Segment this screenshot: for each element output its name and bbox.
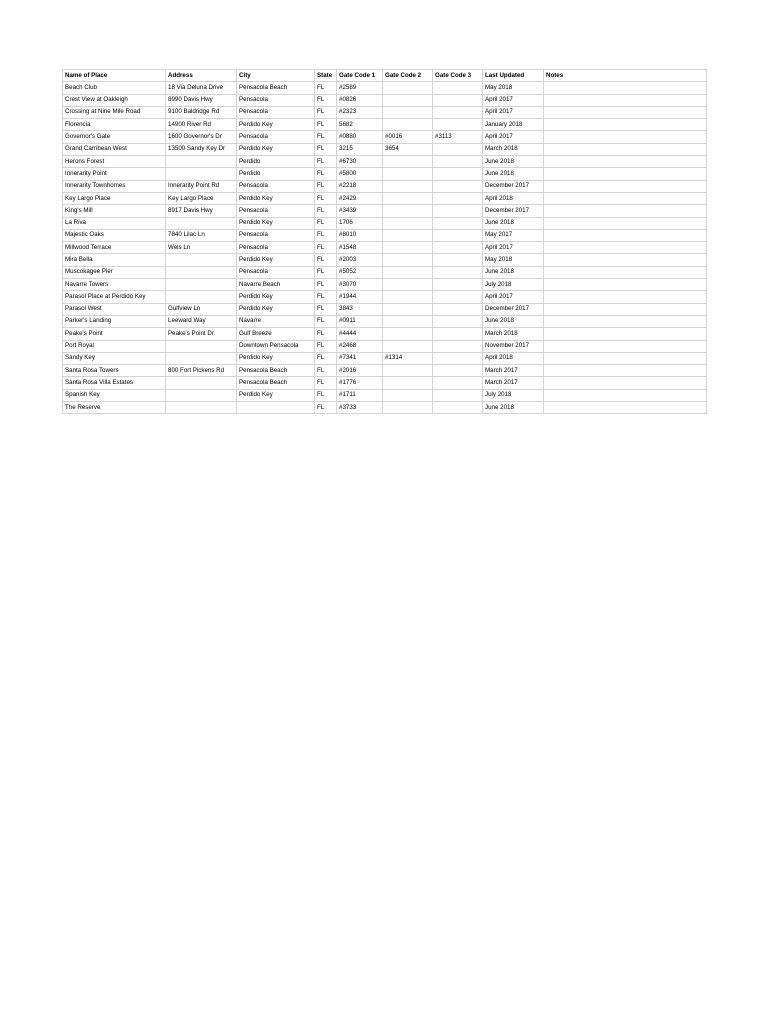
name-cell: Florencia <box>63 119 166 131</box>
gate-code-3-cell <box>433 192 483 204</box>
state-cell: FL <box>315 192 337 204</box>
gate-code-3-cell <box>433 328 483 340</box>
table-row <box>63 119 707 131</box>
gate-code-1-cell: #4444 <box>337 328 383 340</box>
notes-cell <box>544 254 707 266</box>
gate-code-3-cell <box>433 82 483 94</box>
city-cell: Pensacola <box>237 229 315 241</box>
header-name-of-place: Name of Place <box>63 70 166 82</box>
address-cell <box>166 217 237 229</box>
notes-cell <box>544 340 707 352</box>
city-cell: Perdido Key <box>237 303 315 315</box>
table-row <box>63 402 707 414</box>
city-cell: Perdido Key <box>237 192 315 204</box>
last-updated-cell: June 2018 <box>483 402 544 414</box>
last-updated-cell: March 2018 <box>483 143 544 155</box>
state-cell: FL <box>315 242 337 254</box>
table-row <box>63 365 707 377</box>
name-cell: Grand Carribean West <box>63 143 166 155</box>
state-cell: FL <box>315 328 337 340</box>
gate-code-1-cell: #8010 <box>337 229 383 241</box>
gate-code-1-cell: 3843 <box>337 303 383 315</box>
name-cell: Parasol West <box>63 303 166 315</box>
gate-code-1-cell: #6730 <box>337 156 383 168</box>
name-cell: Spanish Key <box>63 389 166 401</box>
city-cell: Pensacola <box>237 106 315 118</box>
notes-cell <box>544 82 707 94</box>
city-cell: Perdido <box>237 156 315 168</box>
last-updated-cell: May 2018 <box>483 82 544 94</box>
last-updated-cell: June 2018 <box>483 266 544 278</box>
state-cell: FL <box>315 217 337 229</box>
table-row <box>63 106 707 118</box>
address-cell: Leeward Way <box>166 315 237 327</box>
state-cell: FL <box>315 389 337 401</box>
notes-cell <box>544 180 707 192</box>
table-row <box>63 279 707 291</box>
name-cell: Parasol Place at Perdido Key <box>63 291 166 303</box>
last-updated-cell: April 2018 <box>483 352 544 364</box>
gate-code-3-cell <box>433 156 483 168</box>
state-cell: FL <box>315 229 337 241</box>
notes-cell <box>544 291 707 303</box>
notes-cell <box>544 402 707 414</box>
gate-code-1-cell: #5800 <box>337 168 383 180</box>
gate-code-3-cell <box>433 217 483 229</box>
last-updated-cell: April 2017 <box>483 94 544 106</box>
last-updated-cell: March 2017 <box>483 377 544 389</box>
state-cell: FL <box>315 168 337 180</box>
last-updated-cell: January 2018 <box>483 119 544 131</box>
city-cell: Pensacola Beach <box>237 365 315 377</box>
gate-code-2-cell <box>383 266 433 278</box>
notes-cell <box>544 217 707 229</box>
table-row <box>63 291 707 303</box>
last-updated-cell: July 2018 <box>483 279 544 291</box>
gate-code-2-cell <box>383 205 433 217</box>
notes-cell <box>544 279 707 291</box>
gate-code-2-cell <box>383 106 433 118</box>
gate-codes-table <box>62 69 707 414</box>
header-gate-code-3: Gate Code 3 <box>433 70 483 82</box>
name-cell: Crest View at Oakleigh <box>63 94 166 106</box>
state-cell: FL <box>315 303 337 315</box>
gate-code-3-cell <box>433 242 483 254</box>
last-updated-cell: March 2018 <box>483 328 544 340</box>
city-cell: Perdido Key <box>237 254 315 266</box>
gate-code-3-cell <box>433 279 483 291</box>
last-updated-cell: June 2018 <box>483 217 544 229</box>
gate-code-3-cell <box>433 254 483 266</box>
last-updated-cell: April 2017 <box>483 291 544 303</box>
gate-code-3-cell <box>433 143 483 155</box>
address-cell: Wels Ln <box>166 242 237 254</box>
table-row <box>63 143 707 155</box>
gate-code-2-cell <box>383 242 433 254</box>
gate-code-1-cell: #3070 <box>337 279 383 291</box>
gate-code-1-cell: #7341 <box>337 352 383 364</box>
notes-cell <box>544 192 707 204</box>
gate-code-3-cell <box>433 377 483 389</box>
table-row <box>63 168 707 180</box>
header-address: Address <box>166 70 237 82</box>
name-cell: The Reserve <box>63 402 166 414</box>
gate-code-2-cell: #0016 <box>383 131 433 143</box>
address-cell: 14900 River Rd <box>166 119 237 131</box>
gate-code-2-cell: 3654 <box>383 143 433 155</box>
gate-code-3-cell <box>433 365 483 377</box>
last-updated-cell: June 2018 <box>483 168 544 180</box>
name-cell: La Riva <box>63 217 166 229</box>
table-row <box>63 82 707 94</box>
notes-cell <box>544 365 707 377</box>
last-updated-cell: December 2017 <box>483 205 544 217</box>
table-row <box>63 328 707 340</box>
gate-code-1-cell: #1711 <box>337 389 383 401</box>
address-cell: Peake's Point Dr <box>166 328 237 340</box>
last-updated-cell: April 2017 <box>483 106 544 118</box>
city-cell: Pensacola <box>237 205 315 217</box>
address-cell: 1600 Governor's Dr <box>166 131 237 143</box>
notes-cell <box>544 315 707 327</box>
state-cell: FL <box>315 352 337 364</box>
name-cell: Muscokagee Pier <box>63 266 166 278</box>
table-row <box>63 352 707 364</box>
gate-code-1-cell: #1944 <box>337 291 383 303</box>
name-cell: Millwood Terrace <box>63 242 166 254</box>
name-cell: Mira Bella <box>63 254 166 266</box>
gate-code-2-cell <box>383 94 433 106</box>
gate-code-3-cell <box>433 229 483 241</box>
gate-code-3-cell <box>433 315 483 327</box>
name-cell: Santa Rosa Villa Estates <box>63 377 166 389</box>
table-row <box>63 377 707 389</box>
table-row <box>63 340 707 352</box>
gate-code-3-cell <box>433 291 483 303</box>
last-updated-cell: May 2017 <box>483 229 544 241</box>
state-cell: FL <box>315 279 337 291</box>
name-cell: King's Mill <box>63 205 166 217</box>
city-cell: Gulf Breeze <box>237 328 315 340</box>
name-cell: Santa Rosa Towers <box>63 365 166 377</box>
city-cell: Perdido Key <box>237 352 315 364</box>
city-cell: Pensacola <box>237 131 315 143</box>
gate-code-2-cell <box>383 315 433 327</box>
name-cell: Key Largo Place <box>63 192 166 204</box>
gate-code-2-cell <box>383 229 433 241</box>
table-row <box>63 303 707 315</box>
notes-cell <box>544 94 707 106</box>
gate-code-3-cell <box>433 205 483 217</box>
name-cell: Port Royal <box>63 340 166 352</box>
table-row <box>63 94 707 106</box>
gate-code-3-cell <box>433 180 483 192</box>
gate-code-2-cell <box>383 192 433 204</box>
header-city: City <box>237 70 315 82</box>
city-cell: Perdido Key <box>237 217 315 229</box>
last-updated-cell: June 2018 <box>483 156 544 168</box>
city-cell: Pensacola <box>237 242 315 254</box>
city-cell: Pensacola <box>237 180 315 192</box>
gate-code-1-cell: #2003 <box>337 254 383 266</box>
address-cell <box>166 340 237 352</box>
state-cell: FL <box>315 254 337 266</box>
state-cell: FL <box>315 131 337 143</box>
notes-cell <box>544 143 707 155</box>
gate-code-1-cell: 3215 <box>337 143 383 155</box>
address-cell <box>166 291 237 303</box>
gate-code-1-cell: #0880 <box>337 131 383 143</box>
state-cell: FL <box>315 402 337 414</box>
header-state: State <box>315 70 337 82</box>
last-updated-cell: July 2018 <box>483 389 544 401</box>
city-cell: Navarre Beach <box>237 279 315 291</box>
header-notes: Notes <box>544 70 707 82</box>
state-cell: FL <box>315 94 337 106</box>
notes-cell <box>544 266 707 278</box>
address-cell: 18 Via Deluna Drive <box>166 82 237 94</box>
state-cell: FL <box>315 315 337 327</box>
gate-code-2-cell <box>383 156 433 168</box>
gate-code-3-cell <box>433 303 483 315</box>
notes-cell <box>544 229 707 241</box>
city-cell: Pensacola Beach <box>237 377 315 389</box>
name-cell: Sandy Key <box>63 352 166 364</box>
gate-code-2-cell <box>383 328 433 340</box>
city-cell <box>237 402 315 414</box>
gate-code-1-cell: #2429 <box>337 192 383 204</box>
notes-cell <box>544 205 707 217</box>
name-cell: Innerarity Townhomes <box>63 180 166 192</box>
name-cell: Herons Forest <box>63 156 166 168</box>
gate-code-1-cell: #0911 <box>337 315 383 327</box>
state-cell: FL <box>315 106 337 118</box>
gate-code-1-cell: #2016 <box>337 365 383 377</box>
table-row <box>63 389 707 401</box>
notes-cell <box>544 156 707 168</box>
address-cell <box>166 402 237 414</box>
gate-code-2-cell <box>383 303 433 315</box>
gate-code-2-cell <box>383 279 433 291</box>
city-cell: Navarre <box>237 315 315 327</box>
name-cell: Innerarity Point <box>63 168 166 180</box>
state-cell: FL <box>315 205 337 217</box>
gate-code-3-cell <box>433 340 483 352</box>
last-updated-cell: May 2018 <box>483 254 544 266</box>
gate-code-2-cell <box>383 377 433 389</box>
header-gate-code-2: Gate Code 2 <box>383 70 433 82</box>
table-row <box>63 156 707 168</box>
address-cell <box>166 254 237 266</box>
city-cell: Perdido Key <box>237 119 315 131</box>
notes-cell <box>544 131 707 143</box>
gate-code-1-cell: #3439 <box>337 205 383 217</box>
notes-cell <box>544 328 707 340</box>
notes-cell <box>544 389 707 401</box>
address-cell: Innerarity Point Rd <box>166 180 237 192</box>
address-cell: 800 Fort Pickens Rd <box>166 365 237 377</box>
city-cell: Perdido Key <box>237 389 315 401</box>
notes-cell <box>544 106 707 118</box>
gate-code-3-cell <box>433 94 483 106</box>
header-gate-code-1: Gate Code 1 <box>337 70 383 82</box>
last-updated-cell: June 2018 <box>483 315 544 327</box>
gate-code-1-cell: 1706 <box>337 217 383 229</box>
last-updated-cell: December 2017 <box>483 180 544 192</box>
state-cell: FL <box>315 119 337 131</box>
gate-code-2-cell <box>383 389 433 401</box>
address-cell <box>166 168 237 180</box>
notes-cell <box>544 242 707 254</box>
address-cell <box>166 279 237 291</box>
city-cell: Pensacola <box>237 94 315 106</box>
city-cell: Perdido Key <box>237 143 315 155</box>
gate-code-1-cell: #2589 <box>337 82 383 94</box>
gate-code-1-cell: #0826 <box>337 94 383 106</box>
gate-code-1-cell: #5052 <box>337 266 383 278</box>
gate-code-3-cell <box>433 389 483 401</box>
name-cell: Majestic Oaks <box>63 229 166 241</box>
notes-cell <box>544 168 707 180</box>
state-cell: FL <box>315 340 337 352</box>
gate-code-1-cell: #2323 <box>337 106 383 118</box>
spreadsheet <box>62 69 706 414</box>
gate-code-3-cell <box>433 266 483 278</box>
table-row <box>63 180 707 192</box>
city-cell: Pensacola Beach <box>237 82 315 94</box>
address-cell <box>166 389 237 401</box>
gate-code-3-cell: #3113 <box>433 131 483 143</box>
table-row <box>63 254 707 266</box>
gate-code-2-cell <box>383 291 433 303</box>
gate-code-2-cell <box>383 119 433 131</box>
header-row <box>63 70 707 82</box>
last-updated-cell: November 2017 <box>483 340 544 352</box>
state-cell: FL <box>315 291 337 303</box>
gate-code-3-cell <box>433 402 483 414</box>
table-row <box>63 205 707 217</box>
gate-code-1-cell: #1776 <box>337 377 383 389</box>
address-cell: 8990 Davis Hwy <box>166 94 237 106</box>
address-cell: 8917 Davis Hwy <box>166 205 237 217</box>
address-cell: 9100 Baldridge Rd <box>166 106 237 118</box>
table-row <box>63 192 707 204</box>
address-cell <box>166 156 237 168</box>
gate-code-3-cell <box>433 119 483 131</box>
address-cell <box>166 266 237 278</box>
name-cell: Crossing at Nine Mile Road <box>63 106 166 118</box>
address-cell: Key Largo Place <box>166 192 237 204</box>
gate-code-2-cell <box>383 180 433 192</box>
name-cell: Beach Club <box>63 82 166 94</box>
gate-code-2-cell <box>383 365 433 377</box>
state-cell: FL <box>315 156 337 168</box>
gate-code-2-cell <box>383 254 433 266</box>
gate-code-3-cell <box>433 106 483 118</box>
gate-code-1-cell: #2218 <box>337 180 383 192</box>
city-cell: Downtown Pensacola <box>237 340 315 352</box>
table-row <box>63 266 707 278</box>
table-row <box>63 131 707 143</box>
table-body <box>63 82 707 414</box>
city-cell: Perdido Key <box>237 291 315 303</box>
address-cell <box>166 352 237 364</box>
header-last-updated: Last Updated <box>483 70 544 82</box>
city-cell: Perdido <box>237 168 315 180</box>
address-cell: Gulfview Ln <box>166 303 237 315</box>
gate-code-1-cell: 5682 <box>337 119 383 131</box>
notes-cell <box>544 303 707 315</box>
notes-cell <box>544 352 707 364</box>
state-cell: FL <box>315 266 337 278</box>
last-updated-cell: April 2017 <box>483 131 544 143</box>
address-cell <box>166 377 237 389</box>
name-cell: Governor's Gate <box>63 131 166 143</box>
address-cell: 7840 Lilac Ln <box>166 229 237 241</box>
table-row <box>63 217 707 229</box>
last-updated-cell: April 2018 <box>483 192 544 204</box>
notes-cell <box>544 119 707 131</box>
notes-cell <box>544 377 707 389</box>
table-row <box>63 315 707 327</box>
name-cell: Parker's Landing <box>63 315 166 327</box>
gate-code-2-cell <box>383 402 433 414</box>
last-updated-cell: December 2017 <box>483 303 544 315</box>
table-row <box>63 242 707 254</box>
gate-code-3-cell <box>433 352 483 364</box>
gate-code-2-cell <box>383 82 433 94</box>
state-cell: FL <box>315 143 337 155</box>
gate-code-2-cell <box>383 217 433 229</box>
gate-code-1-cell: #3733 <box>337 402 383 414</box>
state-cell: FL <box>315 180 337 192</box>
gate-code-1-cell: #2468 <box>337 340 383 352</box>
gate-code-2-cell <box>383 340 433 352</box>
last-updated-cell: March 2017 <box>483 365 544 377</box>
state-cell: FL <box>315 82 337 94</box>
gate-code-1-cell: #1548 <box>337 242 383 254</box>
address-cell: 13500 Sandy Key Dr <box>166 143 237 155</box>
state-cell: FL <box>315 377 337 389</box>
gate-code-2-cell <box>383 168 433 180</box>
state-cell: FL <box>315 365 337 377</box>
last-updated-cell: April 2017 <box>483 242 544 254</box>
gate-code-3-cell <box>433 168 483 180</box>
gate-code-2-cell: #1314 <box>383 352 433 364</box>
name-cell: Peake's Point <box>63 328 166 340</box>
city-cell: Pensacola <box>237 266 315 278</box>
table-row <box>63 229 707 241</box>
name-cell: Navarre Towers <box>63 279 166 291</box>
